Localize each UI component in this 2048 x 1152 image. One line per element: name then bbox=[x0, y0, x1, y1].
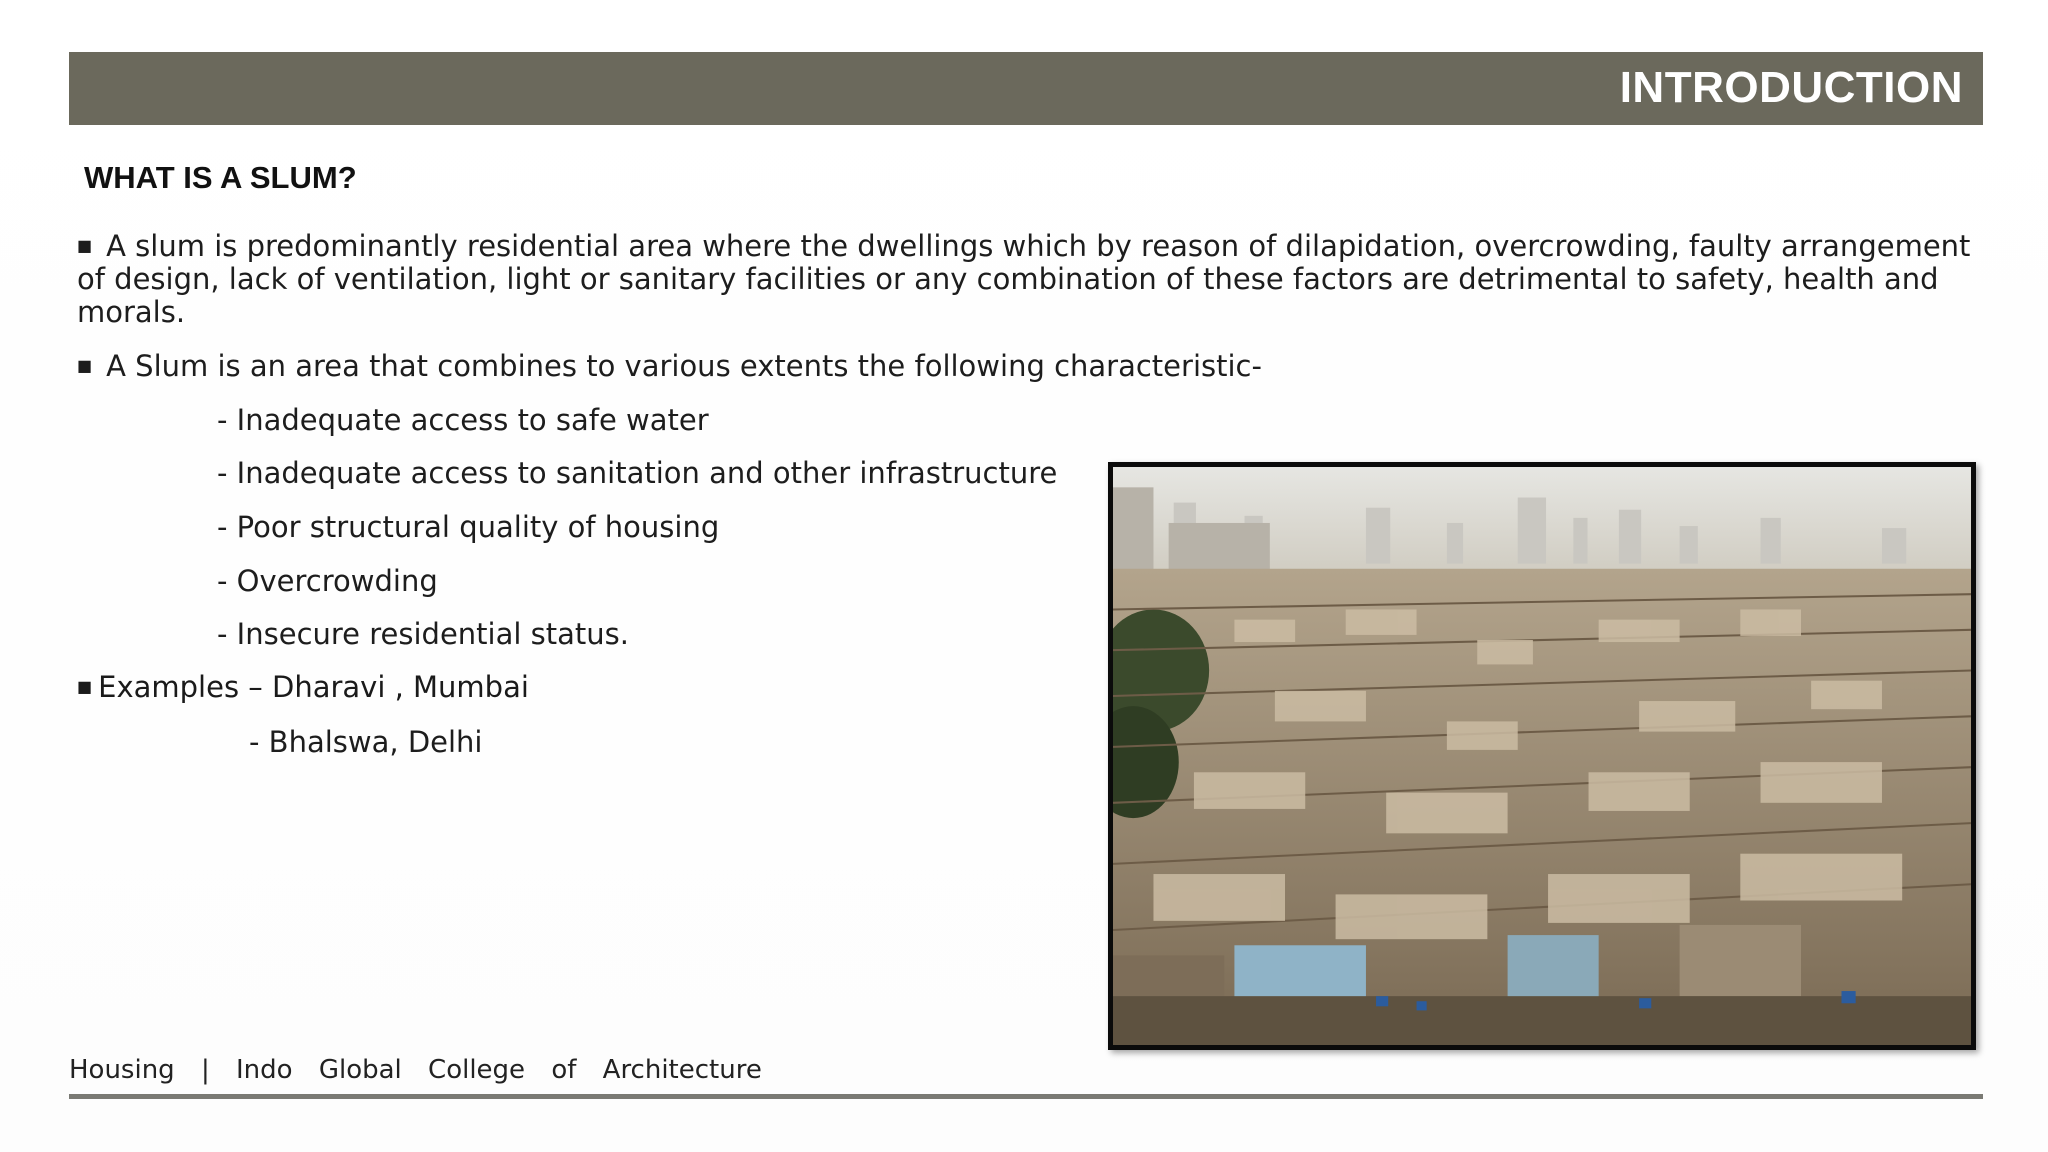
footer-word: College bbox=[428, 1055, 526, 1085]
examples-line bbox=[77, 670, 529, 704]
square-bullet-icon: ■ bbox=[77, 236, 93, 255]
characteristic-item: - Poor structural quality of housing bbox=[217, 510, 720, 544]
footer-word: of bbox=[551, 1055, 577, 1085]
characteristic-item: - Inadequate access to sanitation and other infrastructure bbox=[217, 456, 1058, 490]
footer-word: Global bbox=[318, 1055, 402, 1085]
slum-photo bbox=[1108, 462, 1976, 1050]
characteristic-item: - Inadequate access to safe water bbox=[217, 403, 709, 437]
footer-rule bbox=[69, 1094, 1983, 1099]
header-bar bbox=[69, 52, 1983, 125]
square-bullet-icon: ■ bbox=[77, 356, 93, 375]
characteristic-item: - Overcrowding bbox=[217, 564, 438, 598]
section-title: WHAT IS A SLUM? bbox=[84, 160, 357, 195]
bullet-text: A Slum is an area that combines to various extents the following characteristic- bbox=[106, 349, 1262, 383]
bullet-paragraph-characteristics bbox=[77, 349, 1977, 383]
body-text bbox=[77, 229, 1977, 403]
characteristic-item: - Insecure residential status. bbox=[217, 617, 629, 651]
slum-aerial-photo-illustration bbox=[1113, 467, 1971, 1045]
footer bbox=[69, 1055, 780, 1085]
bullet-paragraph-definition bbox=[77, 229, 1977, 329]
footer-word: Indo bbox=[236, 1055, 293, 1085]
square-bullet-icon: ■ bbox=[77, 677, 93, 696]
header-title: INTRODUCTION bbox=[1619, 63, 1963, 112]
examples-label: Examples – Dharavi , Mumbai bbox=[98, 670, 529, 704]
bullet-text: A slum is predominantly residential area where the dwellings which by reason of dilapidation, overcrowding, faulty arrangement of design, lack of ventilation, light or sanitary facilities or any combination of these factors are detrimental to safety, health and morals. bbox=[77, 229, 1971, 329]
footer-word: Housing bbox=[69, 1055, 175, 1085]
footer-separator: | bbox=[200, 1055, 210, 1085]
example-item: - Bhalswa, Delhi bbox=[249, 725, 483, 759]
footer-word: Architecture bbox=[602, 1055, 762, 1085]
